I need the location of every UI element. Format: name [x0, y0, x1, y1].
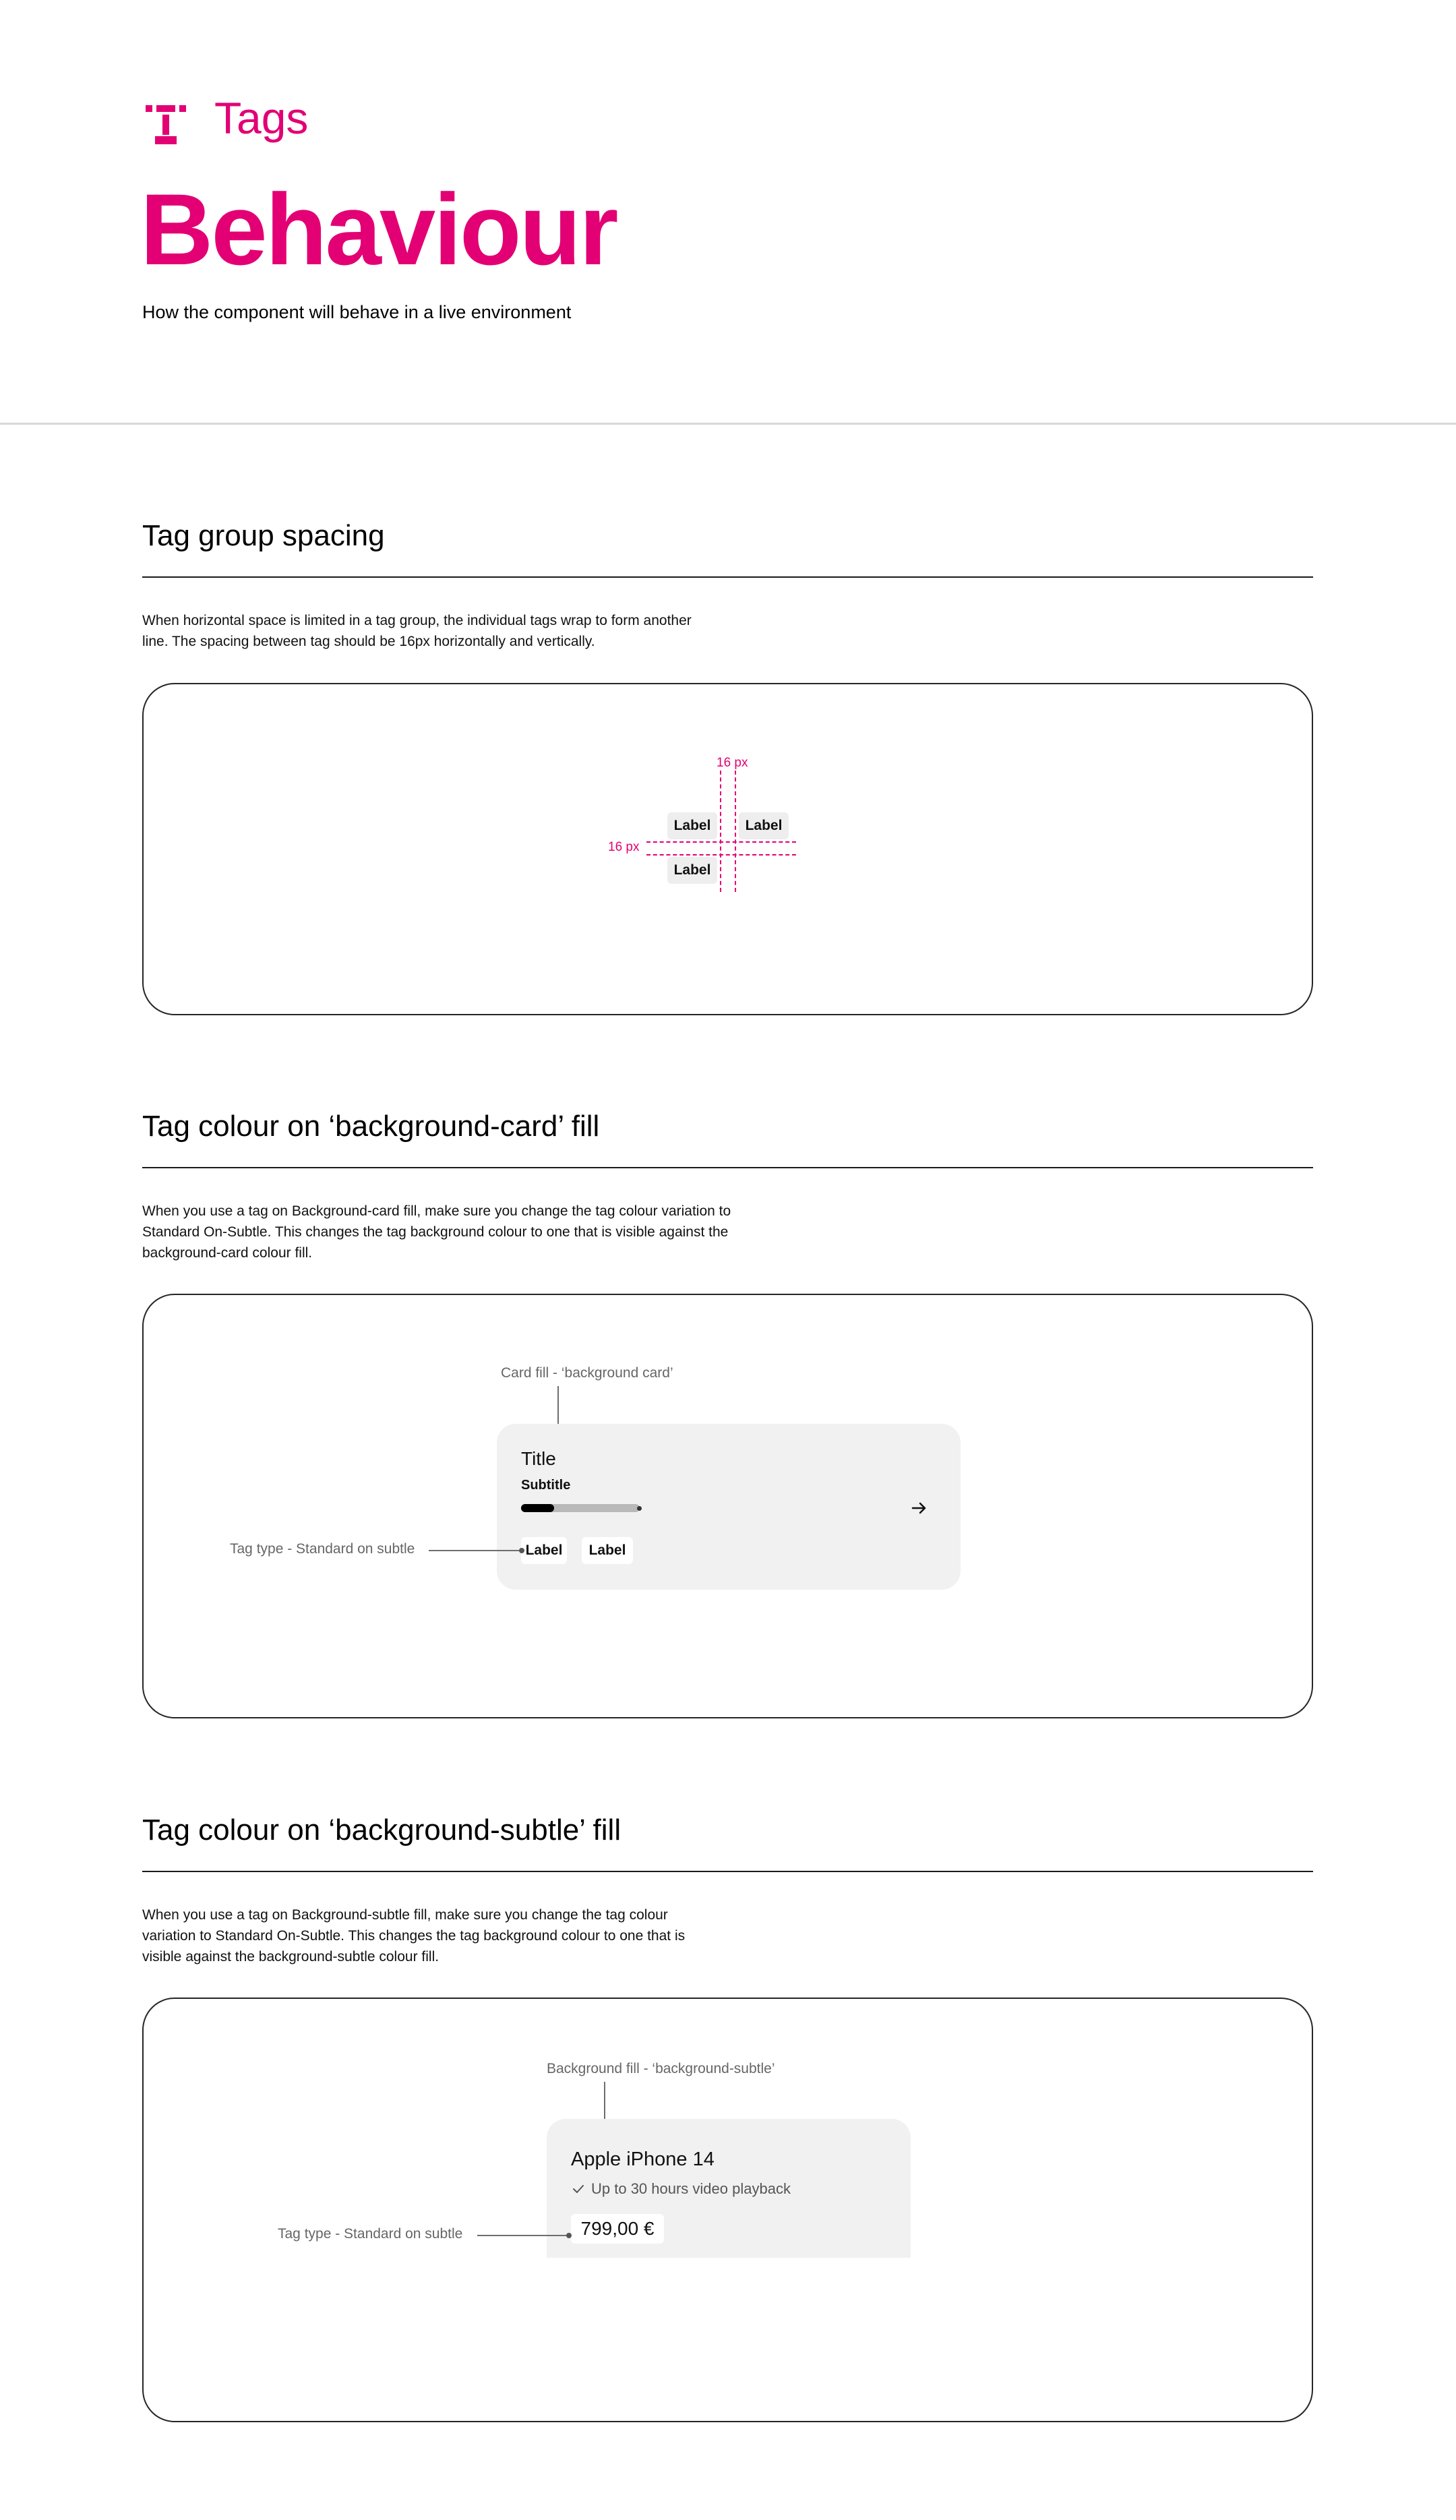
progress-end-dot: [637, 1506, 642, 1511]
section-description-spacing: When horizontal space is limited in a tag group, the individual tags wrap to form another line. The spacing between tag should be 16px horizontally and vertically.: [142, 613, 692, 649]
spacing-example-frame: [142, 683, 1313, 1015]
section-divider: [142, 576, 1313, 578]
section-title-card-fill: Tag colour on ‘background-card’ fill: [142, 1110, 600, 1143]
section-title-spacing: Tag group spacing: [142, 519, 385, 552]
background-fill-annotation: Background fill - ‘background-subtle’: [547, 2061, 775, 2076]
arrow-right-icon[interactable]: [911, 1499, 928, 1517]
spacing-guide-vertical: [720, 771, 721, 892]
product-feature: Up to 30 hours video playback: [591, 2180, 791, 2197]
section-divider: [142, 1167, 1313, 1168]
progress-bar: [521, 1504, 640, 1512]
section-description-subtle-fill: When you use a tag on Background-subtle fill, make sure you change the tag colour variation to Standard On-Subtle. This changes the tag background colour to one that is visible against the background-subtle colour fill.: [142, 1907, 686, 1964]
annotation-dot: [566, 2233, 572, 2238]
product-panel[interactable]: [547, 2119, 911, 2258]
section-title-subtle-fill: Tag colour on ‘background-subtle’ fill: [142, 1813, 621, 1847]
subtle-fill-example-frame: [142, 1998, 1313, 2422]
page-title: Behaviour: [140, 173, 617, 286]
card-subtitle: Subtitle: [521, 1478, 571, 1493]
content-card[interactable]: [497, 1424, 961, 1590]
progress-bar-fill: [521, 1504, 554, 1512]
telekom-logo-icon: [146, 105, 186, 146]
horizontal-spacing-label: 16 px: [717, 756, 748, 770]
tag-type-annotation: Tag type - Standard on subtle: [230, 1541, 415, 1557]
tag: Label: [739, 812, 789, 839]
tag: Label: [667, 812, 717, 839]
tag: Label: [667, 857, 717, 884]
card-fill-example-frame: [142, 1294, 1313, 1718]
annotation-dot: [519, 1548, 524, 1553]
check-icon: [571, 2182, 586, 2196]
annotation-leader-line: [477, 2235, 568, 2236]
section-divider: [142, 1871, 1313, 1872]
page-subtitle: How the component will behave in a live environment: [142, 302, 572, 322]
card-fill-annotation: Card fill - ‘background card’: [501, 1365, 673, 1381]
tag: Label: [521, 1537, 567, 1564]
annotation-leader-line: [429, 1550, 520, 1551]
header-divider: [0, 423, 1456, 425]
tag: Label: [582, 1537, 633, 1564]
spacing-guide-horizontal: [646, 854, 796, 856]
section-description-card-fill: When you use a tag on Background-card fill, make sure you change the tag colour variation to Standard On-Subtle. This changes the tag background colour to one that is visible against the background-card colour fill.: [142, 1203, 731, 1261]
price-tag: 799,00 €: [571, 2214, 664, 2244]
vertical-spacing-label: 16 px: [608, 840, 640, 854]
product-name: Apple iPhone 14: [571, 2149, 715, 2170]
tag-type-annotation: Tag type - Standard on subtle: [278, 2226, 463, 2242]
spacing-guide-horizontal: [646, 841, 796, 843]
card-title: Title: [521, 1448, 556, 1469]
spacing-guide-vertical: [735, 771, 736, 892]
brand-name: Tags: [214, 93, 309, 143]
